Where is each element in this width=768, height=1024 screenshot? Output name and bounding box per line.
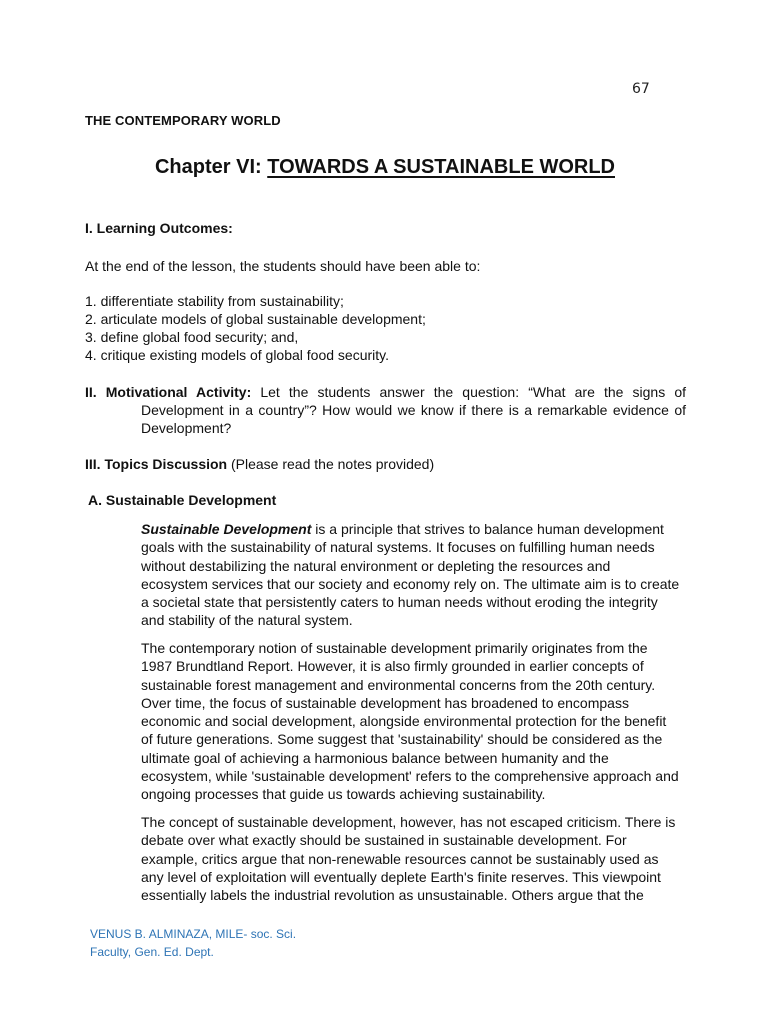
- footer-author: VENUS B. ALMINAZA, MILE- soc. Sci.: [90, 927, 297, 941]
- footer-department: Faculty, Gen. Ed. Dept.: [90, 945, 214, 959]
- motivational-question-rest: Development in a country”? How would we know if there is a remarkable evidence of Development?: [141, 402, 686, 436]
- learning-outcomes-list: [85, 292, 426, 364]
- motivational-heading: II. Motivational Activity:: [85, 384, 252, 400]
- chapter-title: [0, 156, 768, 179]
- course-title: THE CONTEMPORARY WORLD: [85, 113, 281, 128]
- page-number: 67: [632, 81, 650, 97]
- paragraph-1-text: is a principle that strives to balance human development goals with the sustainability of natural systems. It focuses on fulfilling human needs without destabilizing the natural environment or depleting the resources and ecosystem services that our society and economy rely on. The ultimate aim is to create a societal state that persistently caters to human needs without eroding the integrity and stability of the natural system.: [141, 521, 680, 629]
- paragraph-2: The contemporary notion of sustainable development primarily originates from the 1987 Brundtland Report. However, it is also firmly grounded in earlier concepts of sustainable forest management and environmental concerns from the 20th century. Over time, the focus of sustainable development has broadened to encompass economic and social development, alongside environmental protection for the benefit of future generations. Some suggest that 'sustainability' should be considered as the ultimate goal of achieving a harmonious balance between humanity and the ecosystem, while 'sustainable development' refers to the comprehensive approach and ongoing processes that guide us towards achieving sustainability.: [141, 640, 679, 803]
- list-item: 2. articulate models of global sustainable development;: [85, 311, 426, 327]
- term-sustainable-development: Sustainable Development: [141, 521, 312, 537]
- topics-note: (Please read the notes provided): [231, 456, 435, 472]
- chapter-name: TOWARDS A SUSTAINABLE WORLD: [267, 156, 615, 178]
- learning-outcomes-heading: I. Learning Outcomes:: [85, 220, 233, 236]
- paragraph-1: [141, 520, 681, 630]
- section-a-heading: A. Sustainable Development: [88, 492, 277, 508]
- motivational-activity: [85, 383, 686, 437]
- chapter-prefix: Chapter VI:: [154, 156, 262, 178]
- topics-heading: III. Topics Discussion: [85, 456, 228, 472]
- list-item: 4. critique existing models of global food security.: [85, 347, 390, 363]
- footer: [90, 925, 296, 961]
- topics-discussion: [85, 456, 434, 472]
- motivational-first-line: [85, 383, 686, 401]
- motivational-question-start: Let the students answer the question: “What are the signs of: [260, 384, 686, 400]
- list-item: 3. define global food security; and,: [85, 329, 299, 345]
- learning-outcomes-intro: At the end of the lesson, the students should have been able to:: [85, 258, 481, 274]
- paragraph-3: The concept of sustainable development, however, has not escaped criticism. There is debate over what exactly should be sustained in sustainable development. For example, critics argue that non-renewable resources cannot be sustainably used as any level of exploitation will eventually deplete Earth's finite reserves. This viewpoint essentially labels the industrial revolution as unsustainable. Others argue that the: [141, 814, 676, 904]
- list-item: 1. differentiate stability from sustainability;: [85, 293, 344, 309]
